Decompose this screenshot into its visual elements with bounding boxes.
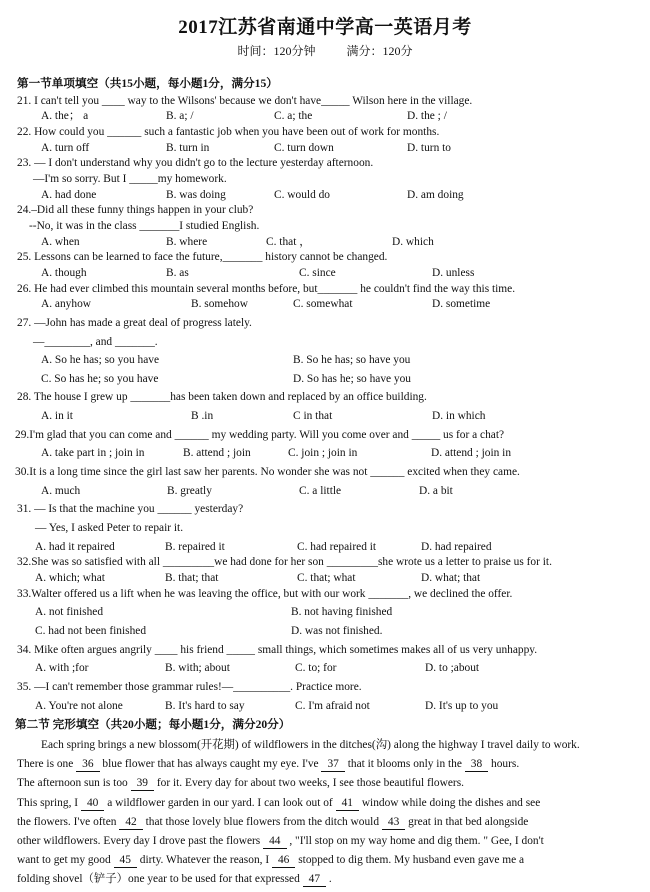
- exam-subtitle: [0, 42, 650, 59]
- option: D. in which: [432, 410, 486, 423]
- question-30: 30.It is a long time since the girl last saw her parents. No wonder she was not ______ excited when they came.: [15, 466, 520, 479]
- options-23: [17, 188, 645, 204]
- option: A. with ;for: [35, 662, 89, 675]
- passage-text: folding shovel（铲子）one year to be used for that expressed: [17, 873, 300, 886]
- option: C. turn down: [274, 141, 334, 154]
- option: B. a; /: [166, 110, 194, 123]
- question-23-reply: —I'm so sorry. But I _____my homework.: [33, 172, 227, 185]
- blank-36[interactable]: 36: [76, 758, 99, 772]
- option: C. somewhat: [293, 298, 353, 311]
- passage-text: other wildflowers. Every day I drove past the flowers: [17, 834, 261, 847]
- options-22: [17, 141, 645, 157]
- option: B. that; that: [165, 572, 219, 585]
- option: A. So he has; so you have: [41, 354, 160, 367]
- option: C. join ; join in: [288, 447, 358, 460]
- options-28: [17, 409, 645, 425]
- cloze-passage: [17, 736, 645, 890]
- options-21: [17, 109, 645, 125]
- option: D. what; that: [421, 572, 481, 585]
- option: B. was doing: [166, 188, 226, 201]
- blank-41[interactable]: 41: [336, 797, 359, 811]
- passage-text: want to get my good: [17, 854, 111, 867]
- options-32: [17, 571, 645, 587]
- option: D. sometime: [432, 298, 491, 311]
- passage-text: a wildflower garden in our yard. I can look out of: [107, 796, 333, 809]
- passage-text: There is one: [17, 758, 74, 771]
- question-31-reply: — Yes, I asked Peter to repair it.: [35, 522, 184, 535]
- option: C. had not been finished: [35, 625, 147, 637]
- option: C. that; what: [297, 572, 356, 585]
- option: B. attend ; join: [183, 447, 251, 460]
- passage-line-2: [17, 755, 645, 774]
- passage-text: blue flower that has always caught my eye. I've: [102, 758, 319, 771]
- blank-38[interactable]: 38: [465, 758, 488, 772]
- exam-body: [17, 76, 645, 890]
- passage-text: dirty. Whatever the reason, I: [139, 854, 270, 867]
- question-33: 33.Walter offered us a lift when he was leaving the office, but with our work _______, we declined the offer.: [17, 587, 513, 600]
- options-24: [17, 235, 645, 251]
- option: C. a; the: [274, 110, 313, 123]
- options-34: [17, 661, 645, 677]
- question-32: 32.She was so satisfied with all _________we had done for her son _________she wrote us a letter to praise us for it.: [17, 556, 552, 569]
- question-25: 25. Lessons can be learned to face the future,_______ history cannot be changed.: [17, 251, 388, 264]
- question-23: 23. — I don't understand why you didn't go to the lecture yesterday afternoon.: [17, 157, 374, 170]
- passage-text: , "I'll stop on my way home and dig them. " Gee, I don't: [289, 834, 544, 847]
- option: B. greatly: [167, 484, 212, 497]
- question-27-reply: —________, and _______.: [33, 335, 158, 348]
- option: B. not having finished: [291, 606, 393, 619]
- passage-text: great in that bed alongside: [408, 815, 529, 828]
- passage-text: that those lovely blue flowers from the ditch would: [145, 815, 380, 828]
- option: B. It's hard to say: [165, 699, 245, 712]
- option: D. was not finished.: [291, 625, 383, 637]
- option: A. You're not alone: [35, 699, 123, 712]
- option: C. So has he; so you have: [41, 372, 159, 385]
- option: B. somehow: [191, 298, 248, 311]
- option: D. So has he; so have you: [293, 372, 412, 385]
- option: A. not finished: [35, 606, 104, 619]
- passage-text: that it blooms only in the: [347, 758, 462, 771]
- question-29: 29.I'm glad that you can come and ______ my wedding party. Will you come over and _____ us for a chat?: [15, 428, 505, 441]
- option: A. had it repaired: [35, 540, 115, 553]
- passage-text: window while doing the dishes and see: [361, 796, 541, 809]
- blank-43[interactable]: 43: [382, 816, 405, 830]
- passage-text: The afternoon sun is too: [17, 777, 128, 790]
- option: D. a bit: [419, 484, 453, 497]
- option: D. It's up to you: [425, 699, 499, 712]
- option: C. to; for: [295, 662, 337, 675]
- section2-heading: 第二节 完形填空（共20小题；每小题1分，满分20分）: [15, 718, 291, 732]
- option: A. which; what: [35, 572, 105, 585]
- blank-46[interactable]: 46: [272, 854, 295, 868]
- question-35: 35. —I can't remember those grammar rules!—__________. Practice more.: [17, 680, 362, 693]
- option: A. much: [41, 484, 81, 497]
- exam-time: 时间：120分钟: [237, 44, 316, 58]
- option: D. turn to: [407, 141, 451, 154]
- options-27-row2: [17, 372, 645, 388]
- option: C. would do: [274, 188, 331, 201]
- option: A. take part in ; join in: [41, 447, 145, 460]
- option: B. turn in: [166, 141, 210, 154]
- option: B. repaired it: [165, 540, 225, 553]
- option: D. attend ; join in: [431, 447, 512, 460]
- option: B. So he has; so have you: [293, 354, 411, 367]
- option: D. unless: [432, 266, 475, 279]
- option: C. I'm afraid not: [295, 699, 370, 712]
- options-31: [17, 540, 645, 556]
- passage-line-5: [17, 813, 645, 832]
- passage-text: .: [328, 873, 332, 886]
- options-25: [17, 266, 645, 282]
- option: A. though: [41, 266, 87, 279]
- blank-44[interactable]: 44: [263, 835, 286, 849]
- option: D. the ; /: [407, 110, 447, 123]
- option: B. where: [166, 235, 208, 248]
- option: D. am doing: [407, 188, 464, 201]
- options-27-row1: [17, 353, 645, 369]
- options-29: [17, 446, 645, 462]
- blank-42[interactable]: 42: [119, 816, 142, 830]
- blank-40[interactable]: 40: [81, 797, 104, 811]
- option: B. as: [166, 266, 189, 279]
- passage-text: hours.: [491, 758, 520, 771]
- option: D. to ;about: [425, 662, 480, 675]
- options-30: [17, 484, 645, 500]
- question-28: 28. The house I grew up _______has been taken down and replaced by an office building.: [17, 391, 427, 404]
- passage-text: stopped to dig them. My husband even gave me a: [298, 854, 525, 867]
- option: C in that: [293, 410, 333, 423]
- passage-line-4: [17, 794, 645, 813]
- option: A. had done: [41, 188, 97, 201]
- option: A. the； a: [41, 110, 89, 123]
- options-26: [17, 297, 645, 313]
- passage-line-6: [17, 832, 645, 851]
- passage-line-3: [17, 774, 645, 793]
- passage-text: This spring, I: [17, 796, 79, 809]
- passage-line-7: [17, 851, 645, 870]
- passage-line-1: Each spring brings a new blossom(开花期) of wildflowers in the ditches(沟) along the highway I travel daily to work.: [41, 738, 580, 751]
- question-27: 27. —John has made a great deal of progress lately.: [17, 316, 252, 329]
- options-35: [17, 699, 645, 715]
- option: C. since: [299, 266, 336, 279]
- section1-heading: 第一节单项填空（共15小题，每小题1分，满分15）: [17, 77, 278, 90]
- option: A. in it: [41, 410, 73, 423]
- option: C. had repaired it: [297, 540, 377, 553]
- option: D. which: [392, 235, 434, 248]
- question-21: 21. I can't tell you ____ way to the Wilsons' because we don't have_____ Wilson here in the village.: [17, 94, 473, 107]
- option: B .in: [191, 410, 214, 423]
- option: B. with; about: [165, 662, 230, 675]
- question-26: 26. He had ever climbed this mountain several months before, but_______ he couldn't find the way this time.: [17, 282, 516, 295]
- options-33-row1: [17, 605, 645, 621]
- option: C. a little: [299, 484, 342, 497]
- question-24: 24.–Did all these funny things happen in your club?: [17, 204, 254, 217]
- option: A. turn off: [41, 141, 90, 154]
- option: D. had repaired: [421, 540, 492, 553]
- question-22: 22. How could you ______ such a fantastic job when you have been out of work for months.: [17, 125, 440, 138]
- exam-title: 2017江苏省南通中学高一英语月考: [178, 17, 472, 38]
- question-31: 31. — Is that the machine you ______ yesterday?: [17, 503, 244, 516]
- blank-37[interactable]: 37: [321, 758, 344, 772]
- question-24-reply: --No, it was in the class _______I studied English.: [29, 219, 260, 232]
- passage-text: for it. Every day for about two weeks, I see those beautiful flowers.: [156, 777, 464, 790]
- passage-text: the flowers. I've often: [17, 815, 117, 828]
- blank-45[interactable]: 45: [114, 854, 137, 868]
- options-33-row2: [17, 624, 645, 640]
- blank-39[interactable]: 39: [131, 777, 154, 791]
- exam-score: 满分：120分: [346, 44, 413, 58]
- blank-47[interactable]: 47: [303, 873, 326, 887]
- option: C. that ，: [266, 235, 311, 248]
- passage-line-8: [17, 870, 645, 889]
- option: A. anyhow: [41, 298, 91, 311]
- option: A. when: [41, 235, 80, 248]
- question-34: 34. Mike often argues angrily ____ his friend _____ small things, which sometimes makes all of us very unhappy.: [17, 643, 538, 656]
